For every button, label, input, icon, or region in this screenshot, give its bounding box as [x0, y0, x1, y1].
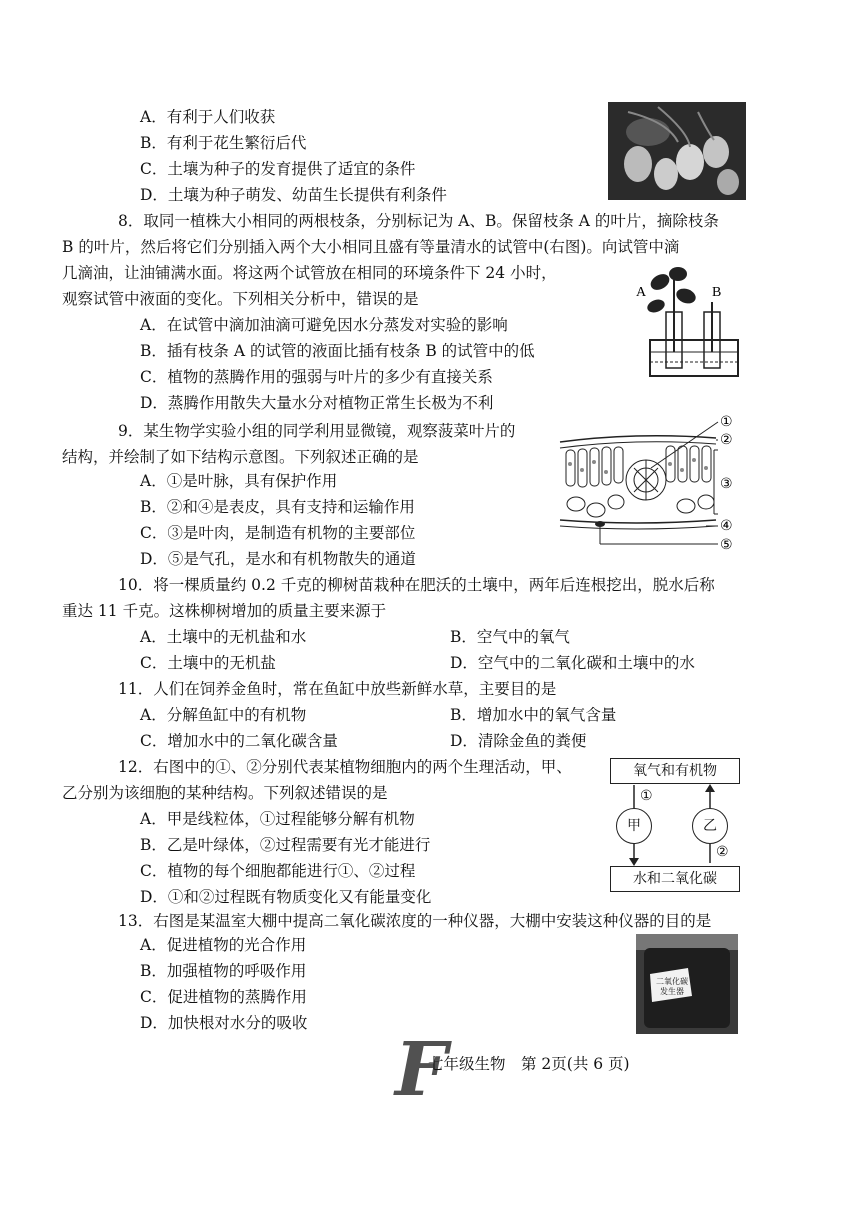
label-2: ② [720, 432, 733, 448]
circle-yi: 乙 [692, 808, 728, 844]
q13-option-b: B．加强植物的呼吸作用 [140, 962, 307, 980]
q10-option-c: C．土壤中的无机盐 [140, 654, 276, 672]
q13-option-d: D．加快根对水分的吸收 [140, 1014, 308, 1032]
q7-option-a: A．有利于人们收获 [140, 108, 276, 126]
page-footer: 七年级生物 第 2页(共 6 页) [428, 1055, 630, 1073]
q11-option-c: C．增加水中的二氧化碳含量 [140, 732, 338, 750]
q8-option-d: D．蒸腾作用散失大量水分对植物正常生长极为不利 [140, 394, 494, 412]
q9-stem-1: 9．某生物学实验小组的同学利用显微镜，观察菠菜叶片的 [118, 422, 516, 440]
test-tube-figure [626, 262, 746, 384]
svg-text:发生器: 发生器 [660, 987, 684, 996]
q13-stem: 13．右图是某温室大棚中提高二氧化碳浓度的一种仪器，大棚中安装这种仪器的目的是 [118, 912, 712, 930]
q8-option-b: B．插有枝条 A 的试管的液面比插有枝条 B 的试管中的低 [140, 342, 535, 360]
svg-text:二氧化碳: 二氧化碳 [656, 977, 688, 986]
label-a: A [636, 285, 647, 300]
q9-option-c: C．③是叶肉，是制造有机物的主要部位 [140, 524, 416, 542]
label-b: B [712, 285, 722, 300]
arrow-label-1: ① [640, 788, 653, 804]
q9-stem-2: 结构，并绘制了如下结构示意图。下列叙述正确的是 [62, 448, 419, 466]
label-5: ⑤ [720, 537, 733, 553]
q10-stem-2: 重达 11 千克。这株柳树增加的质量主要来源于 [62, 602, 387, 620]
leaf-structure-figure [556, 414, 746, 554]
q9-option-a: A．①是叶脉，具有保护作用 [140, 472, 338, 490]
bottom-box: 水和二氧化碳 [610, 866, 740, 892]
q10-stem-1: 10．将一棵质量约 0.2 千克的柳树苗栽种在肥沃的土壤中，两年后连根挖出，脱水后称 [118, 576, 715, 594]
q11-option-a: A．分解鱼缸中的有机物 [140, 706, 307, 724]
q10-option-b: B．空气中的氧气 [450, 628, 570, 646]
watermark-f: F [395, 1027, 448, 1113]
label-4: ④ [720, 518, 733, 534]
q11-option-b: B．增加水中的氧气含量 [450, 706, 617, 724]
q8-option-a: A．在试管中滴加油滴可避免因水分蒸发对实验的影响 [140, 316, 508, 334]
co2-generator-photo [636, 934, 738, 1034]
q10-option-a: A．土壤中的无机盐和水 [140, 628, 307, 646]
q8-option-c: C．植物的蒸腾作用的强弱与叶片的多少有直接关系 [140, 368, 493, 386]
q11-stem: 11．人们在饲养金鱼时，常在鱼缸中放些新鲜水草，主要目的是 [118, 680, 557, 698]
q7-option-c: C．土壤为种子的发育提供了适宜的条件 [140, 160, 416, 178]
q12-option-d: D．①和②过程既有物质变化又有能量变化 [140, 888, 432, 906]
q12-stem-1: 12．右图中的①、②分别代表某植物细胞内的两个生理活动，甲、 [118, 758, 572, 776]
label-1: ① [720, 414, 733, 430]
label-3: ③ [720, 476, 733, 492]
q8-stem-2: B 的叶片，然后将它们分别插入两个大小相同且盛有等量清水的试管中(右图)。向试管中滴 [62, 238, 680, 256]
q9-option-b: B．②和④是表皮，具有支持和运输作用 [140, 498, 415, 516]
q12-option-b: B．乙是叶绿体，②过程需要有光才能进行 [140, 836, 431, 854]
q8-stem-1: 8．取同一植株大小相同的两根枝条，分别标记为 A、B。保留枝条 A 的叶片，摘除枝条 [118, 212, 719, 230]
q8-stem-3: 几滴油，让油铺满水面。将这两个试管放在相同的环境条件下 24 小时， [62, 264, 557, 282]
cell-process-diagram [606, 758, 746, 894]
q12-option-a: A．甲是线粒体，①过程能够分解有机物 [140, 810, 415, 828]
circle-jia: 甲 [616, 808, 652, 844]
q9-option-d: D．⑤是气孔，是水和有机物散失的通道 [140, 550, 416, 568]
q8-stem-4: 观察试管中液面的变化。下列相关分析中，错误的是 [62, 290, 419, 308]
q13-option-a: A．促进植物的光合作用 [140, 936, 307, 954]
q12-stem-2: 乙分别为该细胞的某种结构。下列叙述错误的是 [62, 784, 388, 802]
top-box: 氧气和有机物 [610, 758, 740, 784]
peanut-photo [608, 102, 746, 200]
q13-option-c: C．促进植物的蒸腾作用 [140, 988, 307, 1006]
arrow-label-2: ② [716, 844, 729, 860]
q7-option-b: B．有利于花生繁衍后代 [140, 134, 307, 152]
q11-option-d: D．清除金鱼的粪便 [450, 732, 587, 750]
q10-option-d: D．空气中的二氧化碳和土壤中的水 [450, 654, 695, 672]
q7-option-d: D．土壤为种子萌发、幼苗生长提供有利条件 [140, 186, 447, 204]
q12-option-c: C．植物的每个细胞都能进行①、②过程 [140, 862, 416, 880]
